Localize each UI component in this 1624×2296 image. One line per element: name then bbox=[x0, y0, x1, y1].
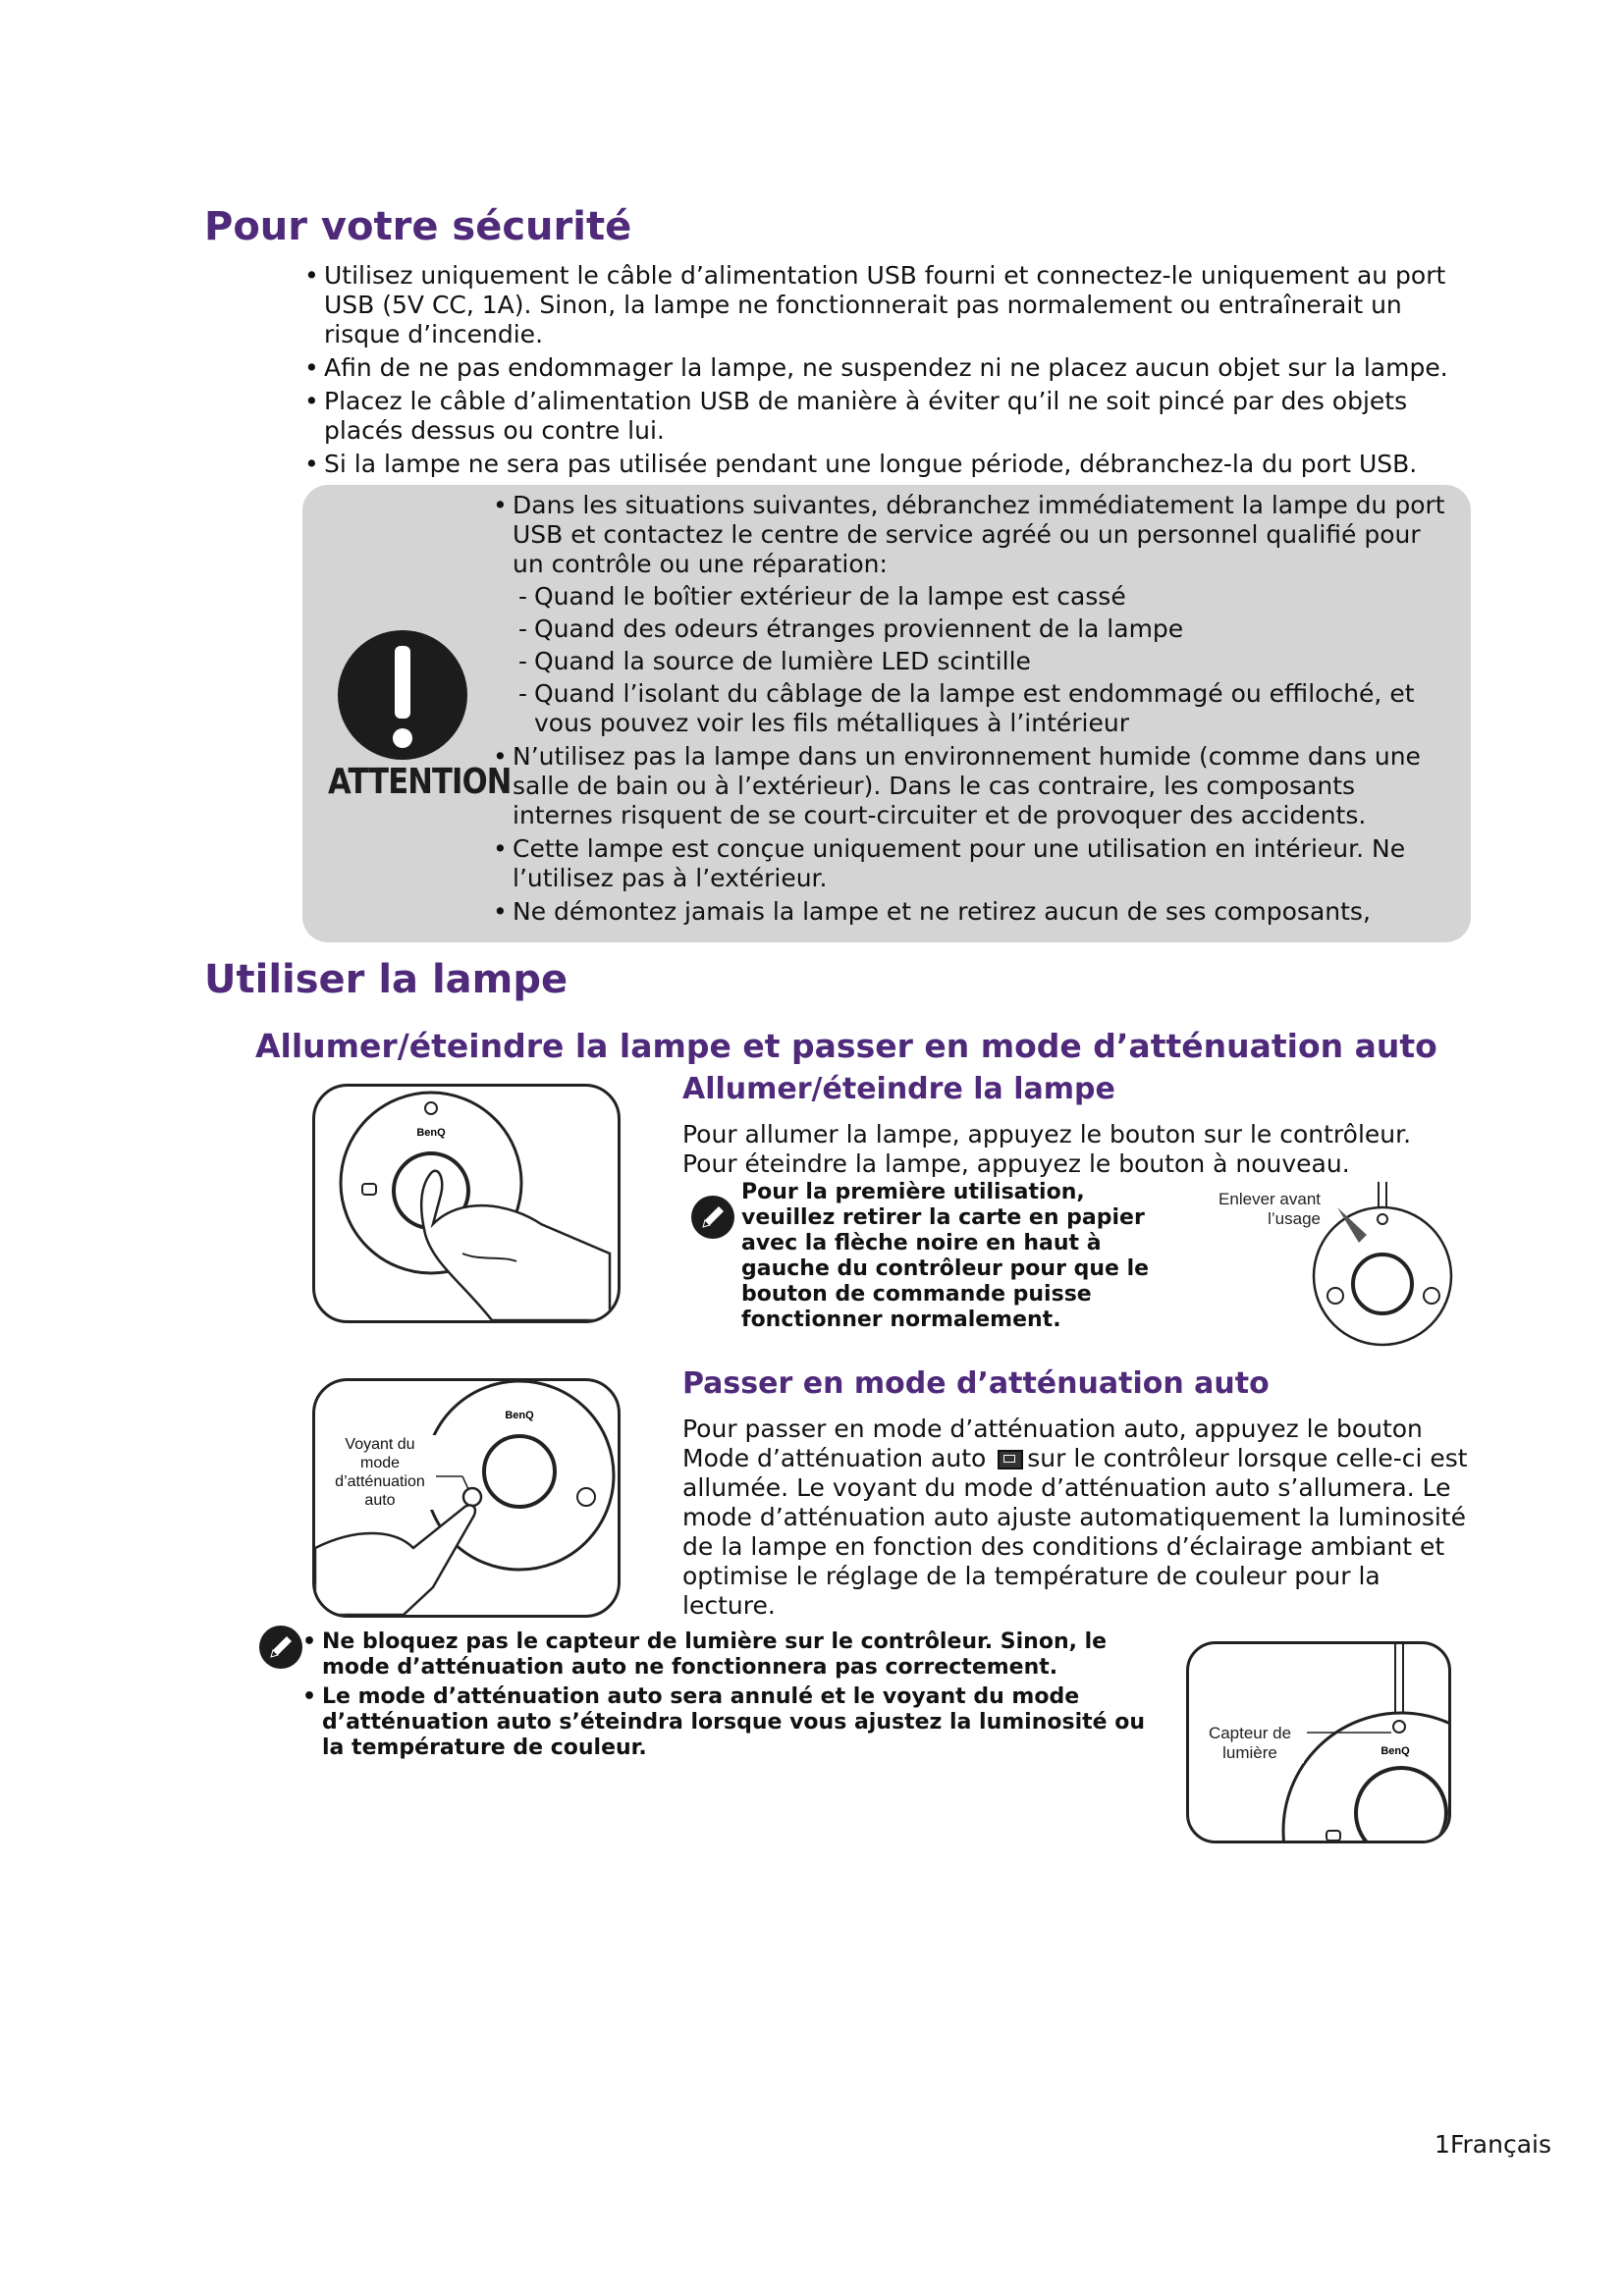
pen-icon bbox=[257, 1624, 304, 1671]
brand-text: BenQ bbox=[1380, 1745, 1410, 1757]
power-block bbox=[682, 1072, 1468, 1179]
list-item: - Quand l’isolant du câblage de la lampe est endommagé ou effiloché, et vous pouvez voir les fils métalliques à l’intérieur bbox=[516, 679, 1453, 738]
remove-card-callout: Enlever avant l’usage bbox=[1218, 1190, 1321, 1228]
page-number: 1 bbox=[1435, 2130, 1450, 2159]
attention-list bbox=[491, 491, 1453, 927]
power-heading: Allumer/éteindre la lampe bbox=[682, 1072, 1115, 1106]
power-text: Pour allumer la lampe, appuyez le bouton sur le contrôleur. Pour éteindre la lampe, appuyez le bouton à nouveau. bbox=[682, 1120, 1412, 1178]
list-item bbox=[491, 491, 1453, 738]
brand-text: BenQ bbox=[505, 1410, 534, 1421]
list-item: • Le mode d’atténuation auto sera annulé et le voyant du mode d’atténuation auto s’éteindra lorsque vous ajustez la luminosité ou la température de couleur. bbox=[300, 1684, 1174, 1761]
exclamation-icon bbox=[336, 628, 469, 762]
section-subtitle: Allumer/éteindre la lampe et passer en mode d’atténuation auto bbox=[255, 1027, 1437, 1065]
dimming-text bbox=[682, 1415, 1468, 1621]
figure-remove-card bbox=[1308, 1178, 1475, 1355]
list-item: • Ne démontez jamais la lampe et ne retirez aucun de ses composants, bbox=[491, 897, 1453, 927]
attention-content bbox=[491, 491, 1453, 927]
dimming-text-part1: Pour passer en mode d’atténuation auto, appuyez le bouton Mode d’atténuation auto bbox=[682, 1415, 1423, 1472]
page-footer bbox=[1375, 2130, 1551, 2159]
list-item: - Quand des odeurs étranges proviennent de la lampe bbox=[516, 614, 1453, 644]
attention-intro: Dans les situations suivantes, débranchez immédiatement la lampe du port USB et contactez le centre de service agréé ou un personnel qualifié pour un contrôle ou une réparation: bbox=[513, 491, 1445, 578]
dimming-indicator-callout: Voyant du mode d’atténuation auto bbox=[324, 1435, 436, 1510]
figure-power-button bbox=[312, 1084, 621, 1323]
light-sensor-callout: Capteur de lumière bbox=[1196, 1724, 1304, 1763]
list-item: • Placez le câble d’alimentation USB de manière à éviter qu’il ne soit pincé par des objets placés dessus ou contre lui. bbox=[302, 387, 1461, 446]
list-item: • N’utilisez pas la lampe dans un environnement humide (comme dans une salle de bain ou à l’extérieur). Dans le cas contraire, les composants internes risquent de se court-circuiter et de provoquer des accidents. bbox=[491, 742, 1453, 830]
list-item: • Ne bloquez pas le capteur de lumière sur le contrôleur. Sinon, le mode d’atténuation auto ne fonctionnera pas correctement. bbox=[300, 1629, 1174, 1681]
list-item: • Utilisez uniquement le câble d’alimentation USB fourni et connectez-le uniquement au port USB (5V CC, 1A). Sinon, la lampe ne fonctionnerait pas normalement ou entraînerait un risque d’incendie. bbox=[302, 261, 1461, 349]
dimming-text-part2: sur le contrôleur lorsque celle-ci est allumée. Le voyant du mode d’atténuation auto s’allumera. Le mode d’atténuation auto ajuste automatiquement la luminosité de la lampe en fonction des conditions d’éclairage ambiant et optimise le réglage de la température de couleur pour la lecture. bbox=[682, 1444, 1468, 1620]
list-item: • Cette lampe est conçue uniquement pour une utilisation en intérieur. Ne l’utilisez pas à l’extérieur. bbox=[491, 834, 1453, 893]
attention-sub-list bbox=[516, 582, 1453, 738]
brand-text: BenQ bbox=[416, 1127, 446, 1139]
section-title-safety: Pour votre sécurité bbox=[204, 204, 632, 249]
attention-label: ATTENTION bbox=[328, 762, 512, 802]
auto-dimming-button-icon bbox=[998, 1450, 1023, 1469]
footer-language: Français bbox=[1449, 2130, 1551, 2159]
notes-list bbox=[300, 1629, 1174, 1761]
safety-list bbox=[302, 261, 1461, 479]
list-item: - Quand le boîtier extérieur de la lampe est cassé bbox=[516, 582, 1453, 612]
list-item: - Quand la source de lumière LED scintille bbox=[516, 647, 1453, 676]
power-note: Pour la première utilisation, veuillez retirer la carte en papier avec la flèche noire en haut à gauche du contrôleur pour que le bouton de commande puisse fonctionner normalement. bbox=[741, 1180, 1150, 1332]
list-item: • Si la lampe ne sera pas utilisée pendant une longue période, débranchez-la du port USB. bbox=[302, 450, 1461, 479]
list-item: • Afin de ne pas endommager la lampe, ne suspendez ni ne placez aucun objet sur la lampe. bbox=[302, 353, 1461, 383]
pen-icon bbox=[689, 1194, 736, 1241]
dimming-heading: Passer en mode d’atténuation auto bbox=[682, 1366, 1270, 1401]
section-title-use: Utiliser la lampe bbox=[204, 957, 568, 1002]
dimming-block bbox=[682, 1366, 1468, 1621]
